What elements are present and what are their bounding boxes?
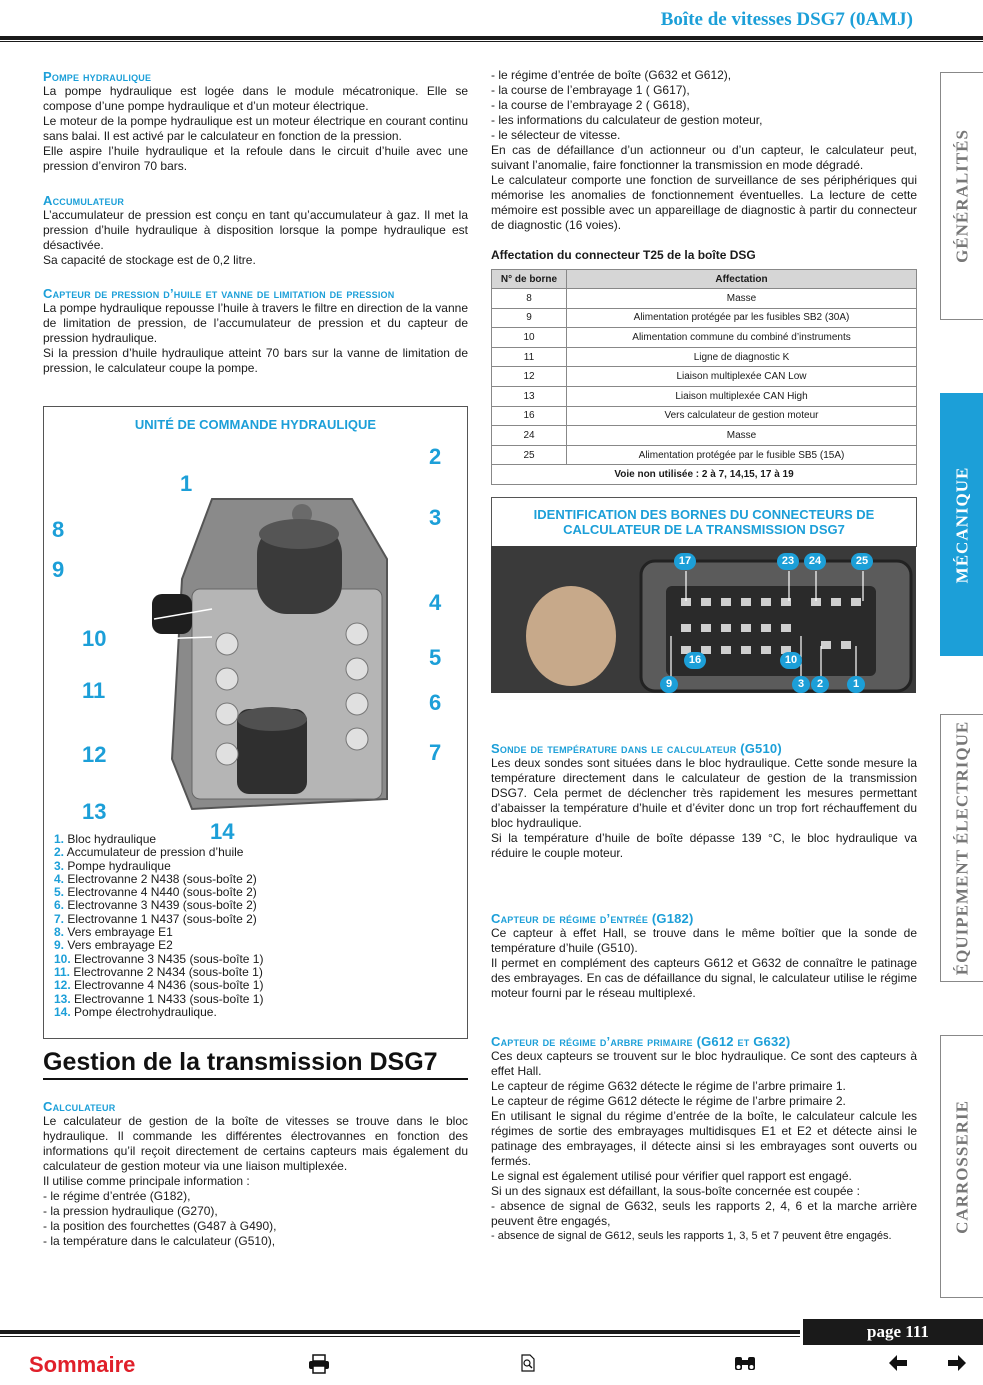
- legend-item: 14. Pompe électrohydraulique.: [54, 1004, 217, 1019]
- paragraph: Le moteur de la pompe hydraulique est un moteur électrique en courant continu sans balai. Il est activé par le calculateur en fonction de la pression.: [43, 114, 468, 143]
- paragraph: Le signal est également utilisé pour vérifier quel rapport est engagé.: [491, 1169, 852, 1183]
- legend-item: 10. Electrovanne 3 N435 (sous-boîte 1): [54, 951, 264, 966]
- table-row: 8 Masse: [492, 289, 917, 309]
- section-capteur-entree: [491, 912, 917, 1001]
- legend-item: 4. Electrovanne 2 N438 (sous-boîte 2): [54, 871, 257, 886]
- header-rule: [0, 36, 983, 40]
- side-tab-mecanique[interactable]: [940, 393, 983, 656]
- paragraph: Le calculateur comporte une fonction de surveillance de ses périphériques qui mémorise les anomalies de fonctionnement éventuelles. La lecture de cette mémoire est possible avec un appareillage de diagnostic à partir du connecteur de diagnostic (16 voies).: [491, 173, 917, 232]
- table-row: 9 Alimentation protégée par les fusibles SB2 (30A): [492, 308, 917, 328]
- section-title: Accumulateur: [43, 193, 125, 208]
- callout-13: 13: [82, 799, 107, 824]
- page-header-title: Boîte de vitesses DSG7 (0AMJ): [660, 9, 913, 30]
- side-tab-generalites[interactable]: [940, 72, 983, 320]
- legend-item: 5. Electrovanne 4 N440 (sous-boîte 2): [54, 885, 257, 900]
- legend-item: 3. Pompe hydraulique: [54, 858, 171, 873]
- legend-item: 2. Accumulateur de pression d’huile: [54, 845, 244, 860]
- pin-label-1: 1: [847, 676, 865, 693]
- connector-photo: [491, 546, 916, 693]
- legend-item: 6. Electrovanne 3 N439 (sous-boîte 2): [54, 898, 257, 913]
- paragraph: La pompe hydraulique repousse l’huile à travers le filtre en direction de la vanne de limitation de pression, de l’accumulateur de pression et du capteur de pression hydraulique.: [43, 301, 468, 345]
- callout-8: 8: [52, 517, 65, 542]
- pin-label-24: 24: [804, 553, 826, 570]
- paragraph: Le capteur de régime G612 détecte le régime de l’arbre primaire 2.: [491, 1094, 846, 1108]
- paragraph: Les deux sondes sont situées dans le bloc hydraulique. Cette sonde mesure la température directement dans le calculateur de gestion de la transmission DSG7. Cela permet de déclencher très rapidement les mesures permettant d’abaisser la température d’huile et d’éviter donc un trop fort réchauffement du bloc hydraulique.: [491, 756, 917, 830]
- section-calculateur: [43, 1100, 468, 1249]
- paragraph: Le calculateur de gestion de la boîte de vitesses se trouve dans le bloc hydraulique. Il commande les différentes électrovannes en fonction des informations qu’il reçoit directement de certains capteurs mais également du calculateur de gestion moteur via une liaison multiplexée.: [43, 1114, 468, 1173]
- legend-item: 13. Electrovanne 1 N433 (sous-boîte 1): [54, 991, 264, 1006]
- document-search-icon[interactable]: [520, 1354, 536, 1377]
- arrow-right-icon[interactable]: [947, 1354, 967, 1377]
- pin-label-23: 23: [777, 553, 799, 570]
- list-item: - absence de signal de G612, seuls les rapports 1, 3, 5 et 7 peuvent être engagés.: [491, 1230, 892, 1242]
- side-tab-label: MÉCANIQUE: [952, 466, 972, 583]
- section-accumulateur: [43, 194, 468, 268]
- legend-item: 8. Vers embrayage E1: [54, 925, 173, 940]
- callout-11: 11: [82, 678, 106, 703]
- column-header: Affectation: [567, 270, 917, 289]
- paragraph: Si un des signaux est défaillant, la sous-boîte concernée est coupée :: [491, 1184, 860, 1198]
- paragraph: Ces deux capteurs se trouvent sur le bloc hydraulique. Ce sont des capteurs à effet Hall.: [491, 1049, 917, 1078]
- footer-rule: [0, 1330, 800, 1334]
- paragraph: Le capteur de régime G632 détecte le régime de l’arbre primaire 1.: [491, 1079, 846, 1093]
- side-tab-label: ÉQUIPEMENT ÉLECTRIQUE: [952, 720, 972, 976]
- paragraph: Il permet en complément des capteurs G612 et G632 de connaître le patinage des embrayages. En cas de défaillance du signal, le calculateur utilise le régime moteur fourni par le réseau multiplexé.: [491, 956, 917, 1000]
- list-item: - la course de l’embrayage 2 ( G618),: [491, 98, 690, 112]
- table-row: 11 Ligne de diagnostic K: [492, 347, 917, 367]
- footer-rule-thin: [0, 1336, 800, 1337]
- header-rule-thin: [0, 41, 983, 42]
- pin-label-25: 25: [851, 553, 873, 570]
- callout-7: 7: [429, 740, 442, 765]
- list-item: - la température dans le calculateur (G510),: [43, 1234, 276, 1248]
- pin-label-9: 9: [660, 676, 678, 693]
- figure-title: IDENTIFICATION DES BORNES DU CONNECTEURS DE CALCULATEUR DE LA TRANSMISSION DSG7: [533, 507, 875, 537]
- section-calculateur-continued: [491, 68, 917, 233]
- pin-label-2: 2: [811, 676, 829, 693]
- section-capteur-pression: [43, 287, 468, 376]
- section-title: Capteur de régime d’arbre primaire (G612 et G632): [491, 1034, 791, 1049]
- section-title: Calculateur: [43, 1099, 116, 1114]
- list-item: - la pression hydraulique (G270),: [43, 1204, 218, 1218]
- section-sonde: [491, 742, 917, 861]
- table-row: 13 Liaison multiplexée CAN High: [492, 386, 917, 406]
- table-row: 12 Liaison multiplexée CAN Low: [492, 367, 917, 387]
- section-title: Sonde de température dans le calculateur (G510): [491, 741, 782, 756]
- callout-6: 6: [429, 690, 442, 715]
- side-tab-label: CARROSSERIE: [952, 1099, 972, 1234]
- hydraulic-unit-illustration: [152, 459, 392, 824]
- callout-2: 2: [429, 444, 442, 469]
- connector-t25-table: [491, 269, 917, 485]
- callout-4: 4: [429, 590, 442, 615]
- legend-item: 12. Electrovanne 4 N436 (sous-boîte 1): [54, 978, 264, 993]
- paragraph: Ce capteur à effet Hall, se trouve dans le même boîtier que la sonde de température d’huile (G510).: [491, 926, 917, 955]
- callout-12: 12: [82, 742, 107, 767]
- callout-14: 14: [210, 819, 235, 844]
- paragraph: Il utilise comme principale information :: [43, 1174, 250, 1188]
- callout-3: 3: [429, 505, 442, 530]
- section-title: Capteur de pression d’huile et vanne de limitation de pression: [43, 286, 395, 301]
- figure-connector-header: [491, 497, 917, 547]
- callout-9: 9: [52, 557, 65, 582]
- list-item: - le sélecteur de vitesse.: [491, 128, 621, 142]
- paragraph: Si la température d’huile de boîte dépasse 139 °C, le bloc hydraulique va réduire le couple moteur.: [491, 831, 917, 860]
- legend-item: 7. Electrovanne 1 N437 (sous-boîte 2): [54, 911, 257, 926]
- figure-legend: [54, 833, 263, 1019]
- table-footer-row: Voie non utilisée : 2 à 7, 14,15, 17 à 19: [492, 465, 917, 485]
- side-tab-label: GÉNÉRALITÉS: [952, 129, 972, 263]
- hydraulic-unit-photo: [152, 459, 392, 824]
- table-row: 16 Vers calculateur de gestion moteur: [492, 406, 917, 426]
- page-number: page 111: [803, 1319, 983, 1345]
- list-item: - les informations du calculateur de gestion moteur,: [491, 113, 763, 127]
- list-item: - la course de l’embrayage 1 ( G617),: [491, 83, 690, 97]
- arrow-left-icon[interactable]: [888, 1354, 908, 1377]
- connector-illustration: [491, 546, 916, 693]
- legend-item: 11. Electrovanne 2 N434 (sous-boîte 1): [54, 964, 263, 979]
- table-header-row: [492, 270, 917, 289]
- table-caption: Affectation du connecteur T25 de la boîte DSG: [491, 248, 756, 262]
- figure-hydraulic-unit: [43, 406, 468, 1039]
- printer-icon[interactable]: [308, 1354, 330, 1379]
- callout-1: 1: [180, 471, 193, 496]
- side-tab-carrosserie[interactable]: [940, 1035, 983, 1298]
- section-pompe: [43, 70, 468, 174]
- paragraph: Sa capacité de stockage est de 0,2 litre.: [43, 253, 256, 267]
- list-item: - absence de signal de G632, seuls les rapports 2, 4, 6 et la marche arrière peuvent être engagés,: [491, 1199, 917, 1228]
- sommaire-link[interactable]: Sommaire: [29, 1352, 136, 1377]
- section-heading-gestion: Gestion de la transmission DSG7: [43, 1048, 468, 1080]
- paragraph: L’accumulateur de pression est conçu en tant qu’accumulateur à gaz. Il met la pression d’huile hydraulique à disposition lorsque la pompe hydraulique est désactivée.: [43, 208, 468, 252]
- callout-5: 5: [429, 645, 442, 670]
- section-capteur-arbre: [491, 1035, 917, 1244]
- table-row: 24 Masse: [492, 426, 917, 446]
- legend-item: 9. Vers embrayage E2: [54, 938, 173, 953]
- table-row: 25 Alimentation protégée par le fusible SB5 (15A): [492, 445, 917, 465]
- paragraph: Si la pression d’huile hydraulique atteint 70 bars sur la vanne de limitation de pression, le calculateur coupe la pompe.: [43, 346, 468, 375]
- callout-10: 10: [82, 626, 107, 651]
- list-item: - le régime d’entrée de boîte (G632 et G612),: [491, 68, 732, 82]
- binoculars-icon[interactable]: [733, 1354, 757, 1377]
- column-header: N° de borne: [492, 270, 567, 289]
- paragraph: En utilisant le signal du régime d’entrée de la boîte, le calculateur calcule les régimes de sortie des embrayages multidisques E1 et E2 et détecte ainsi le patinage des embrayages, il détecte ainsi si les embrayages sont ouverts ou fermés.: [491, 1109, 917, 1168]
- side-tab-equipement-electrique[interactable]: [940, 714, 983, 982]
- pin-label-17: 17: [674, 553, 696, 570]
- pin-label-3: 3: [792, 676, 810, 693]
- list-item: - la position des fourchettes (G487 à G490),: [43, 1219, 277, 1233]
- legend-item: 1. Bloc hydraulique: [54, 832, 157, 846]
- section-title: Capteur de régime d’entrée (G182): [491, 911, 694, 926]
- paragraph: En cas de défaillance d’un actionneur ou d’un capteur, le calculateur peut, suivant l’anomalie, faire fonctionner la transmission en mode dégradé.: [491, 143, 917, 172]
- table-row: 10 Alimentation commune du combiné d’instruments: [492, 328, 917, 348]
- paragraph: Elle aspire l’huile hydraulique et la refoule dans le circuit d’huile avec une pression d’environ 70 bars.: [43, 144, 468, 173]
- section-title: Pompe hydraulique: [43, 69, 152, 84]
- paragraph: La pompe hydraulique est logée dans le module mécatronique. Elle se compose d’une pompe hydraulique et d’un moteur électrique.: [43, 84, 468, 113]
- pin-label-10: 10: [780, 652, 802, 669]
- list-item: - le régime d’entrée (G182),: [43, 1189, 191, 1203]
- pin-label-16: 16: [684, 652, 706, 669]
- figure-title: UNITÉ DE COMMANDE HYDRAULIQUE: [134, 417, 377, 432]
